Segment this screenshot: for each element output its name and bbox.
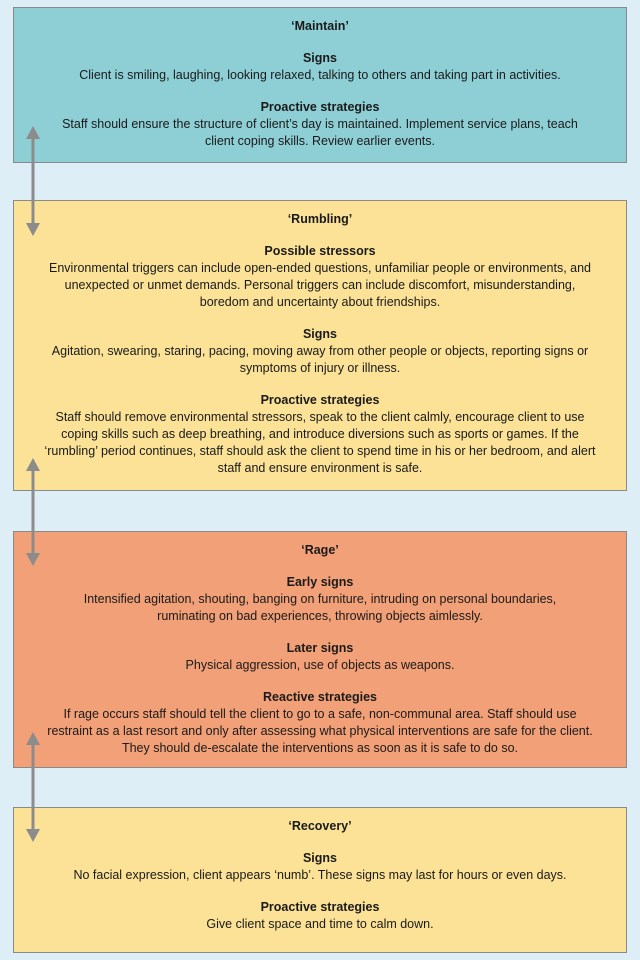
section-heading: Signs <box>302 327 338 341</box>
section-text: Staff should remove environmental stressors, speak to the client calmly, encourage client to use coping skills such as deep breathing, and introduce diversions such as sports or games. If the ‘rumbling’ period continues, staff should ask the client to spend time in his or her bedroom, and alert staff and ensure environment is safe. <box>44 410 596 475</box>
section-proactive-strategies <box>44 899 596 933</box>
section-text: Give client space and time to calm down. <box>206 917 434 931</box>
section-text: Physical aggression, use of objects as weapons. <box>185 658 455 672</box>
section-early-signs <box>44 574 596 625</box>
section-possible-stressors <box>44 243 596 311</box>
section-proactive-strategies <box>44 392 596 477</box>
stage-recovery <box>13 807 627 953</box>
stage-title: ‘Rumbling’ <box>287 212 353 226</box>
section-heading: Proactive strategies <box>260 900 380 914</box>
stage-title: ‘Rage’ <box>301 543 339 557</box>
section-reactive-strategies <box>44 689 596 757</box>
stage-title: ‘Maintain’ <box>291 19 349 33</box>
section-heading: Later signs <box>286 641 354 655</box>
stage-rage <box>13 531 627 768</box>
section-heading: Proactive strategies <box>260 100 380 114</box>
section-heading: Signs <box>302 51 338 65</box>
double-arrow-icon <box>23 458 43 566</box>
section-signs <box>44 850 596 884</box>
section-proactive-strategies <box>44 99 596 150</box>
section-heading: Signs <box>302 851 338 865</box>
section-signs <box>44 326 596 377</box>
section-heading: Early signs <box>286 575 354 589</box>
section-later-signs <box>44 640 596 674</box>
section-text: Intensified agitation, shouting, banging on furniture, intruding on personal boundaries, ruminating on bad experiences, throwing objects aimlessly. <box>83 592 557 623</box>
section-signs <box>44 50 596 84</box>
section-text: No facial expression, client appears ‘numb’. These signs may last for hours or even days. <box>73 868 567 882</box>
section-heading: Possible stressors <box>264 244 376 258</box>
section-text: If rage occurs staff should tell the client to go to a safe, non-communal area. Staff should use restraint as a last resort and only after assessing what physical interventions are safe for the client. They should de-escalate the interventions as soon as it is safe to do so. <box>47 707 593 755</box>
stage-rumbling <box>13 200 627 491</box>
section-text: Environmental triggers can include open-ended questions, unfamiliar people or environments, and unexpected or unmet demands. Personal triggers can include discomfort, misunderstanding, boredom and uncertainty about friendships. <box>49 261 591 309</box>
section-heading: Reactive strategies <box>263 690 377 704</box>
stage-title: ‘Recovery’ <box>288 819 352 833</box>
section-text: Client is smiling, laughing, looking relaxed, talking to others and taking part in activities. <box>79 68 561 82</box>
double-arrow-icon <box>23 126 43 236</box>
double-arrow-icon <box>23 732 43 842</box>
section-text: Agitation, swearing, staring, pacing, moving away from other people or objects, reporting signs or symptoms of injury or illness. <box>51 344 589 375</box>
stage-maintain <box>13 7 627 163</box>
section-text: Staff should ensure the structure of client’s day is maintained. Implement service plans, teach client coping skills. Review earlier events. <box>62 117 578 148</box>
section-heading: Proactive strategies <box>260 393 380 407</box>
